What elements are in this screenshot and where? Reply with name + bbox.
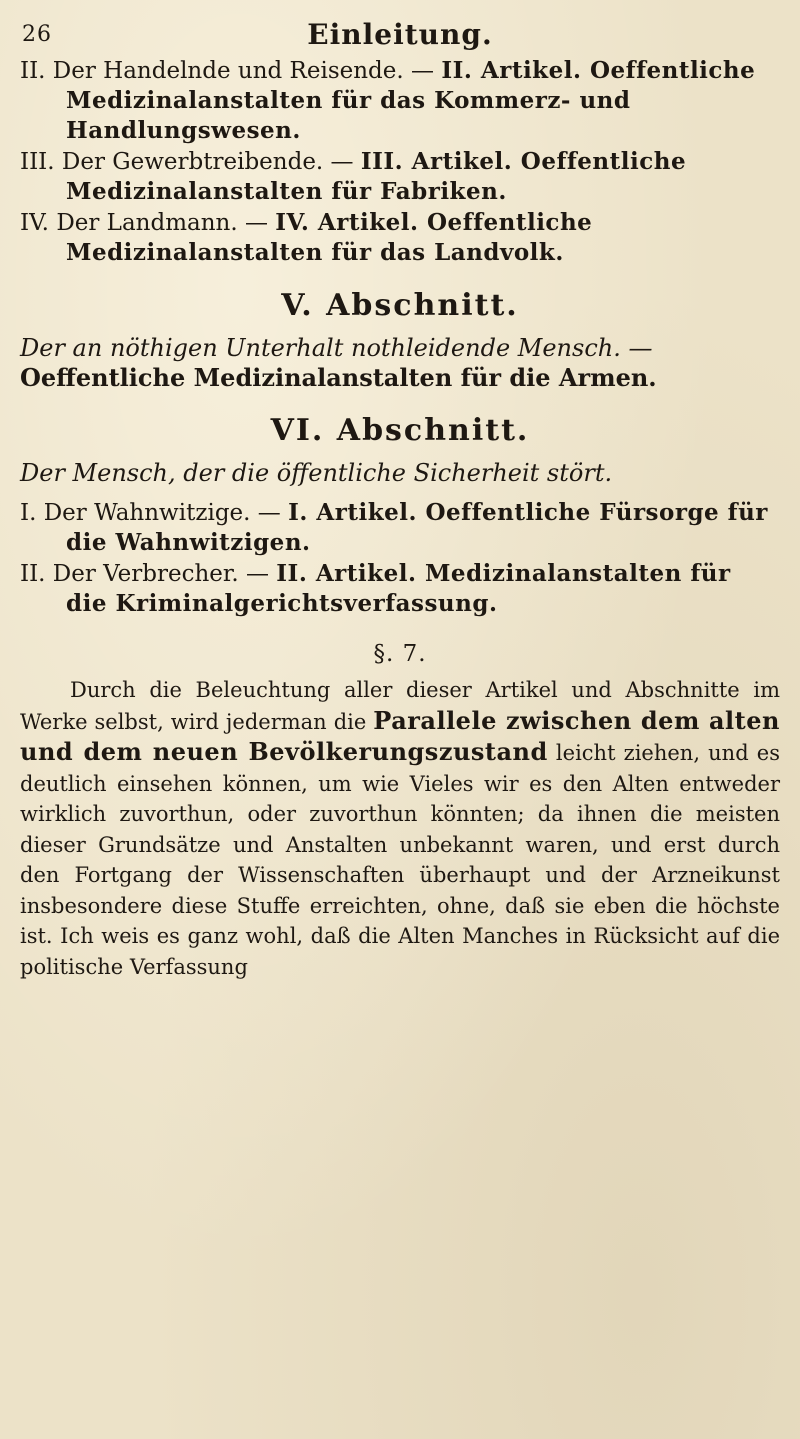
entry-article: I. Artikel. Oeffentliche Fürsorge für die Wahnwitzigen. <box>66 499 768 556</box>
entry-subject: Der Wahnwitzige. — <box>43 500 281 526</box>
entry-subject: Der Handelnde und Reisende. — <box>52 58 435 84</box>
page-content <box>20 56 780 982</box>
section-description <box>20 458 780 488</box>
entry-subject: Der Gewerbtreibende. — <box>61 149 354 175</box>
body-paragraph <box>20 675 780 982</box>
entry-number: II. <box>20 58 46 84</box>
entry-article: II. Artikel. Oeffentliche Medizinalanstalten für das Kommerz- und Handlungswesen. <box>66 57 756 144</box>
section-article: Oeffentliche Medizinalanstalten für die Armen. <box>20 363 657 392</box>
article-list-block <box>20 56 780 268</box>
list-item <box>20 56 780 146</box>
section-subject: Der an nöthigen Unterhalt nothleidende Mensch. — <box>20 334 653 362</box>
entry-number: IV. <box>20 210 49 236</box>
entry-number: I. <box>20 500 37 526</box>
article-list-block <box>20 498 780 619</box>
emphasized-phrase: Parallele zwischen dem alten und dem neuen Bevölkerungszustand <box>20 705 780 766</box>
list-item <box>20 559 780 619</box>
entry-article: II. Artikel. Medizinalanstalten für die Kriminalgerichtsverfassung. <box>66 560 731 617</box>
section-subject: Der Mensch, der die öffentliche Sicherheit stört. <box>20 459 613 487</box>
list-item <box>20 208 780 268</box>
paragraph-text-continued: leicht ziehen, und es deutlich einsehen können, um wie Vieles wir es den Alten entweder wirklich zuvorthun, oder zuvorthun könnten; da ihnen die meisten dieser Grundsätze und Anstalten unbekannt waren, und erst durch den Fortgang der Wissenschaften überhaupt und der Arzneikunst insbesondere diese Stuffe erreichten, ohne, daß sie eben die höchste ist. Ich weis es ganz wohl, daß die Alten Manches in Rücksicht auf die politische Verfassung <box>20 741 780 979</box>
entry-number: III. <box>20 149 55 175</box>
entry-subject: Der Verbrecher. — <box>52 561 269 587</box>
list-item <box>20 147 780 207</box>
running-head <box>0 14 800 54</box>
entry-article: III. Artikel. Oeffentliche Medizinalanstalten für Fabriken. <box>66 148 687 205</box>
paragraph-text-start: Durch die Beleuchtung aller dieser Artikel und Abschnitte im Werke selbst, wird jederman die <box>20 678 780 734</box>
entry-article: IV. Artikel. Oeffentliche Medizinalanstalten für das Landvolk. <box>66 209 593 266</box>
section-heading: V. Abschnitt. <box>281 288 519 323</box>
entry-subject: Der Landmann. — <box>56 210 268 236</box>
list-item <box>20 498 780 558</box>
section-heading: VI. Abschnitt. <box>270 413 530 448</box>
paragraph-heading: §. 7. <box>373 641 427 667</box>
page-number: 26 <box>22 22 52 47</box>
section-description <box>20 333 780 393</box>
entry-number: II. <box>20 561 46 587</box>
running-title: Einleitung. <box>307 18 493 51</box>
